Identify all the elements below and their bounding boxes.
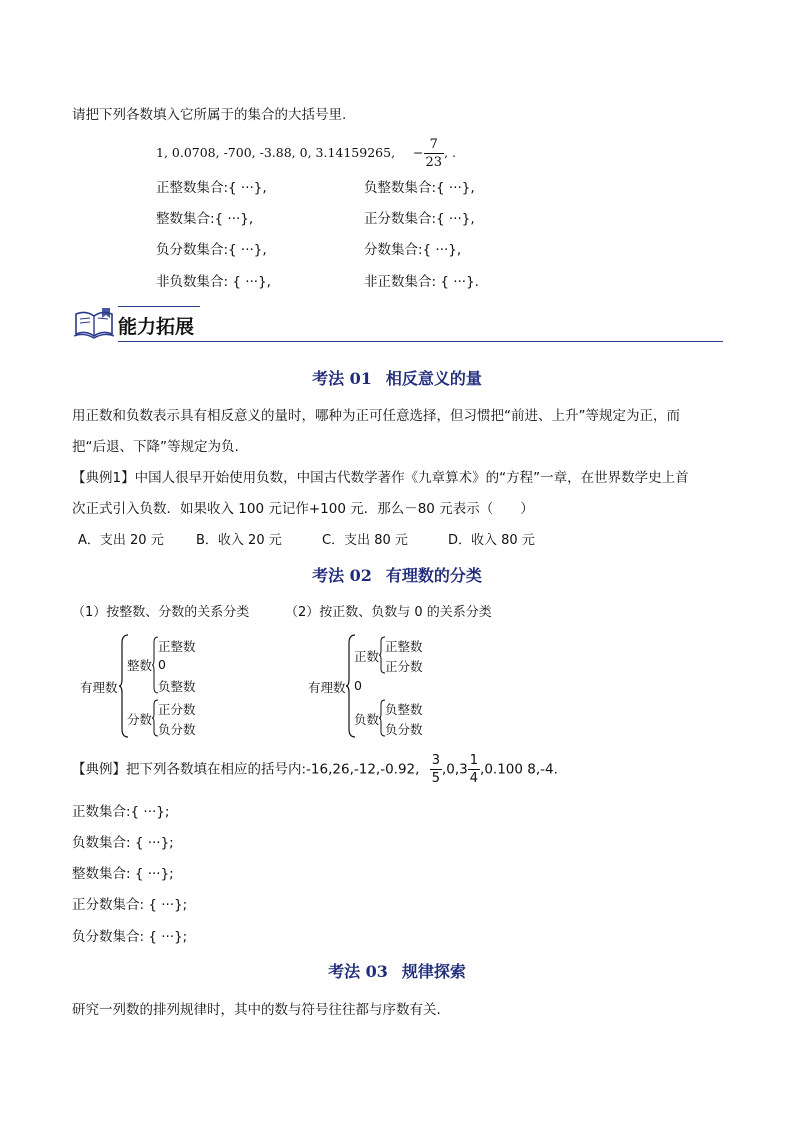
set-positive-fraction: 正分数集合:{ ···}, <box>364 211 475 227</box>
heading-method-01: 考法 01 相反意义的量 <box>312 369 482 388</box>
set-integer: 整数集合:{ ···}, <box>156 211 254 227</box>
set-fraction: 分数集合:{ ···}, <box>364 242 462 258</box>
tree2-group1: 正数 <box>354 649 380 664</box>
answer-negative-set: 负数集合: { ···}; <box>72 835 174 851</box>
answer-integer-set: 整数集合: { ···}; <box>72 866 174 882</box>
answer-positive-set: 正数集合:{ ···}; <box>72 804 170 820</box>
classification-sub2: （2）按正数、负数与 0 的关系分类 <box>285 605 492 620</box>
example-2-line <box>72 754 558 785</box>
method-03-paragraph: 研究一列数的排列规律时，其中的数与符号往往都与序数有关. <box>72 1002 441 1018</box>
fraction-1-4: $\frac{1}{4}$ <box>469 753 479 786</box>
set-non-positive: 非正数集合: { ···}. <box>364 274 479 290</box>
tree2-g2-item1: 负整数 <box>385 702 423 717</box>
fraction-3-5: $\frac{3}{5}$ <box>431 753 440 786</box>
tree1-group1: 整数 <box>127 658 153 673</box>
number-list-minus: − <box>413 145 424 160</box>
example-2-tail: ,0.100 8,-4. <box>480 761 558 778</box>
tree2-g1-item2: 正分数 <box>385 659 423 674</box>
option-c: C．支出 80 元 <box>322 533 408 548</box>
tree1-g1-item3: 负整数 <box>158 679 196 694</box>
option-b: B．收入 20 元 <box>196 533 282 548</box>
heading-method-03: 考法 03 规律探索 <box>328 962 466 981</box>
set-positive-integer: 正整数集合:{ ···}, <box>156 180 267 196</box>
set-non-negative: 非负数集合: { ···}, <box>156 274 271 290</box>
tree1-g2-item1: 正分数 <box>158 702 196 717</box>
tree2-group2: 负数 <box>354 712 380 727</box>
fraction-7-23: $\frac{7}{23}$ <box>425 137 443 170</box>
section-title: 能力拓展 <box>118 316 195 338</box>
open-book-icon <box>72 306 116 342</box>
example-1-line1: 【典例1】中国人很早开始使用负数，中国古代数学著作《九章算术》的“方程”一章，在世界数学史上首 <box>72 470 689 486</box>
number-list-tail: , . <box>444 145 456 160</box>
set-negative-integer: 负整数集合:{ ···}, <box>364 180 475 196</box>
tree1-group2: 分数 <box>127 712 153 727</box>
tree1-g2-item2: 负分数 <box>158 722 196 737</box>
answer-negative-fraction-set: 负分数集合: { ···}; <box>72 929 188 945</box>
tree1-g1-item1: 正整数 <box>158 639 196 654</box>
example-2-lead: 【典例】把下列各数填在相应的括号内:-16,26,-12,-0.92, <box>72 761 420 778</box>
tree1-root: 有理数 <box>80 680 118 695</box>
section-top-rule <box>118 306 200 307</box>
number-list <box>156 138 456 169</box>
set-negative-fraction: 负分数集合:{ ···}, <box>156 242 267 258</box>
heading-method-02: 考法 02 有理数的分类 <box>312 566 482 585</box>
example-1-line2: 次正式引入负数．如果收入 100 元记作+100 元．那么－80 元表示（ ） <box>72 501 534 517</box>
classification-sub1: （1）按整数、分数的关系分类 <box>72 605 250 620</box>
tree2-g1-item1: 正整数 <box>385 639 423 654</box>
tree2-g2-item2: 负分数 <box>385 722 423 737</box>
option-d: D．收入 80 元 <box>448 533 535 548</box>
example-2-mid: ,0,3 <box>442 761 468 778</box>
tree1-g1-item2: 0 <box>158 657 166 672</box>
method-01-paragraph-line1: 用正数和负数表示具有相反意义的量时，哪种为正可任意选择，但习惯把“前进、上升”等规定为正，而 <box>72 408 680 424</box>
answer-positive-fraction-set: 正分数集合: { ···}; <box>72 897 188 913</box>
instruction-text: 请把下列各数填入它所属于的集合的大括号里. <box>72 107 347 123</box>
number-list-main: 1, 0.0708, -700, -3.88, 0, 3.14159265, <box>156 145 396 160</box>
method-01-paragraph-line2: 把“后退、下降”等规定为负. <box>72 439 239 455</box>
section-underline <box>118 341 723 342</box>
tree2-root: 有理数 <box>308 680 346 695</box>
option-a: A．支出 20 元 <box>78 533 164 548</box>
tree2-zero: 0 <box>354 678 362 693</box>
